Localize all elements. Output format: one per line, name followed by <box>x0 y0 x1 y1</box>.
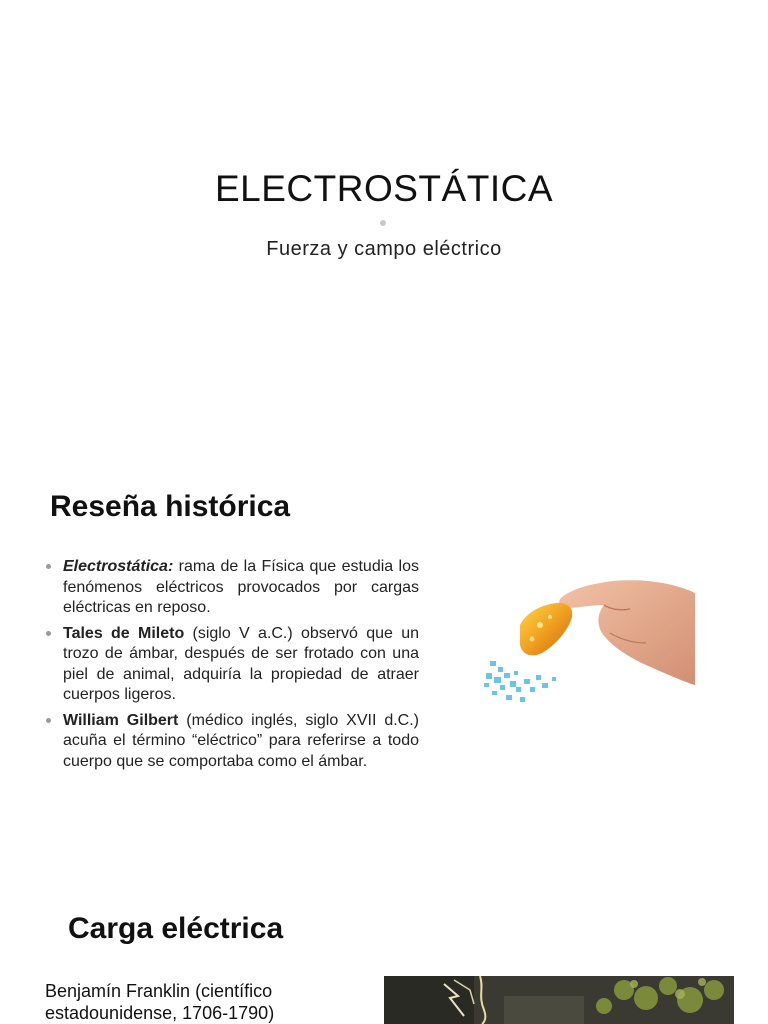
section-heading-carga: Carga eléctrica <box>68 912 284 945</box>
franklin-text: Benjamín Franklin (científico estadounidense, 1706-1790) <box>45 981 275 1023</box>
history-bullet-list <box>45 557 419 777</box>
bullet-dot <box>46 564 51 569</box>
bullet-term: William Gilbert <box>63 711 179 729</box>
bullet-term: Tales de Mileto <box>63 624 185 642</box>
title-divider-dot <box>380 220 386 226</box>
page-title: ELECTROSTÁTICA <box>215 168 553 209</box>
page-subtitle: Fuerza y campo eléctrico <box>266 238 502 260</box>
bullet-text: (siglo V a.C.) observó que un trozo de ámbar, después de ser frotado con una piel de animal, adquiría la propiedad de atraer cuerpos ligeros. <box>63 624 419 703</box>
bullet-dot <box>46 718 51 723</box>
bullet-dot <box>46 631 51 636</box>
section-heading-resena: Reseña histórica <box>50 490 291 523</box>
bullet-tales <box>45 624 419 706</box>
bullet-electrostatica <box>45 557 419 619</box>
bullet-text: rama de la Física que estudia los fenómenos eléctricos provocados por cargas eléctricas en reposo. <box>63 558 419 616</box>
bullet-text: (médico inglés, siglo XVII d.C.) acuña el término “eléctrico” para referirse a todo cuerpo que se comportaba como el ámbar. <box>63 711 420 770</box>
bullet-gilbert <box>45 711 419 773</box>
bullet-term: Electrostática: <box>63 558 174 575</box>
amber-hand-image <box>470 553 695 725</box>
franklin-illustration <box>384 976 734 1024</box>
